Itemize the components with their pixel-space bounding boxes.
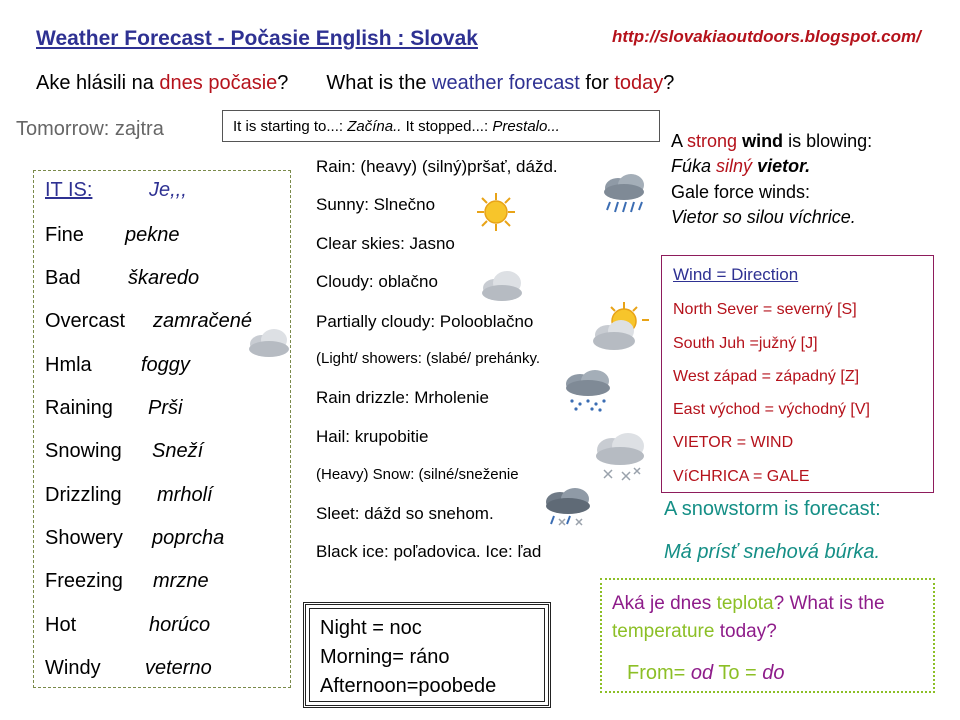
starting-box <box>222 110 660 142</box>
strong-wind-en <box>671 131 872 152</box>
condition-en: Fine <box>45 224 84 246</box>
wind-direction-row: VIETOR = WIND <box>673 434 794 451</box>
tomorrow-label: Tomorrow: zajtra <box>16 118 164 140</box>
wind-direction-row: East východ = východný [V] <box>673 401 870 418</box>
sleet-cloud-icon <box>540 486 598 532</box>
weather-term: Partially cloudy: Polooblačno <box>316 312 534 331</box>
question-part: What is the <box>326 72 433 94</box>
condition-en: Overcast <box>45 310 126 332</box>
gale-winds-en: Gale force winds: <box>671 182 811 202</box>
condition-row <box>45 527 225 550</box>
wind-part: is blowing: <box>783 131 873 151</box>
weather-term: Sunny: Slnečno <box>316 195 436 214</box>
wind-part: strong <box>687 131 738 151</box>
condition-row <box>45 657 212 680</box>
cloud-icon <box>478 266 526 306</box>
blog-url[interactable]: http://slovakiaoutdoors.blogspot.com/ <box>612 27 921 46</box>
question-part: dnes <box>159 72 203 94</box>
time-of-day-box <box>303 602 551 708</box>
question-part: počasie <box>208 72 278 94</box>
wind-direction-row: North Sever = severný [S] <box>673 301 857 318</box>
condition-en: Freezing <box>45 570 123 592</box>
weather-term: Cloudy: oblačno <box>316 272 438 291</box>
condition-sk: mrzne <box>153 570 209 592</box>
condition-en: Drizzling <box>45 484 122 506</box>
condition-en: Hot <box>45 614 77 636</box>
question-part: Ake hlásili na <box>36 72 160 94</box>
weather-term: Black ice: poľadovica. Ice: ľad <box>316 542 542 561</box>
condition-row <box>45 267 200 290</box>
condition-row <box>45 310 252 333</box>
wind-direction-header: Wind = Direction <box>673 265 799 284</box>
weather-term: Rain: (heavy) (silný)pršať, dážd. <box>316 157 558 176</box>
weather-term: (Heavy) Snow: (silné/sneženie <box>316 466 519 483</box>
condition-row <box>45 614 211 637</box>
it-is-box <box>33 170 291 688</box>
temperature-part: To = <box>713 662 763 684</box>
starting-part: It stopped...: <box>401 118 493 135</box>
condition-en: Windy <box>45 657 101 679</box>
snow-cloud-icon <box>590 430 652 488</box>
condition-sk: veterno <box>145 657 212 679</box>
it-is-en: IT IS: <box>45 179 93 201</box>
condition-row <box>45 224 180 247</box>
it-is-sk: Je,,, <box>149 179 187 201</box>
condition-sk: pekne <box>125 224 180 246</box>
condition-sk: Prši <box>148 397 183 419</box>
temperature-part: teplota <box>716 593 774 614</box>
snowstorm-en: A snowstorm is forecast: <box>664 498 881 520</box>
rain-cloud-icon <box>598 172 652 218</box>
question-part: today <box>614 72 664 94</box>
condition-sk: mrholí <box>157 484 213 506</box>
condition-row <box>45 440 204 463</box>
temperature-part: Aká je dnes <box>612 593 717 614</box>
condition-sk: Sneží <box>152 440 204 462</box>
condition-sk: poprcha <box>152 527 225 549</box>
weather-term: Clear skies: Jasno <box>316 234 455 253</box>
weather-term: Sleet: dážd so snehom. <box>316 504 494 523</box>
temperature-part: today? <box>714 621 777 642</box>
sun-icon <box>475 192 517 232</box>
condition-row <box>45 570 209 593</box>
temperature-part: od <box>690 662 714 684</box>
weather-term: Hail: krupobitie <box>316 427 429 446</box>
temperature-range <box>627 662 785 685</box>
question-part: for <box>579 72 615 94</box>
condition-row <box>45 484 213 507</box>
partly-cloudy-icon <box>590 300 650 356</box>
wind-part: A <box>671 131 688 151</box>
question-part: ? <box>277 72 289 94</box>
condition-en: Showery <box>45 527 123 549</box>
temperature-part: ? What is the <box>773 593 885 614</box>
temperature-part: do <box>762 662 785 684</box>
temperature-part: From= <box>627 662 691 684</box>
condition-sk: zamračené <box>153 310 252 332</box>
starting-part: Prestalo... <box>492 118 560 135</box>
time-of-day-row: Night = noc <box>320 617 422 639</box>
weather-term: Rain drizzle: Mrholenie <box>316 388 489 407</box>
condition-en: Snowing <box>45 440 122 462</box>
weather-term: (Light/ showers: (slabé/ prehánky. <box>316 350 540 367</box>
forecast-question <box>36 72 674 95</box>
starting-part: Začína.. <box>347 118 402 135</box>
wind-direction-row: West západ = západný [Z] <box>673 368 860 385</box>
time-of-day-row: Morning= ráno <box>320 646 450 668</box>
temperature-box <box>600 578 935 693</box>
gale-winds-sk: Vietor so silou víchrice. <box>671 207 856 227</box>
condition-sk: horúco <box>149 614 211 636</box>
condition-sk: škaredo <box>128 267 200 289</box>
wind-part: wind <box>742 131 784 151</box>
wind-direction-box <box>661 255 934 493</box>
condition-en: Hmla <box>45 354 92 376</box>
condition-row <box>45 397 183 420</box>
wind-part: vietor. <box>757 156 811 176</box>
wind-direction-row: VíCHRICA = GALE <box>673 468 810 485</box>
condition-row <box>45 354 190 377</box>
it-is-header <box>45 179 187 202</box>
question-part: weather forecast <box>432 72 580 94</box>
page-title: Weather Forecast - Počasie English : Slovak <box>36 27 478 50</box>
wind-part: Fúka <box>671 156 717 176</box>
temperature-part: temperature <box>612 621 715 642</box>
wind-direction-row: South Juh =južný [J] <box>673 335 818 352</box>
overcast-cloud-icon <box>246 326 292 360</box>
wind-part: silný <box>716 156 753 176</box>
time-of-day-row: Afternoon=poobede <box>320 675 497 697</box>
temperature-question <box>612 590 932 646</box>
condition-sk: foggy <box>141 354 190 376</box>
drizzle-cloud-icon <box>560 368 618 414</box>
condition-en: Bad <box>45 267 81 289</box>
starting-part: It is starting to...: <box>233 118 348 135</box>
question-part: ? <box>663 72 675 94</box>
snowstorm-sk: Má prísť snehová búrka. <box>664 541 881 563</box>
condition-en: Raining <box>45 397 113 419</box>
strong-wind-sk <box>671 156 810 177</box>
